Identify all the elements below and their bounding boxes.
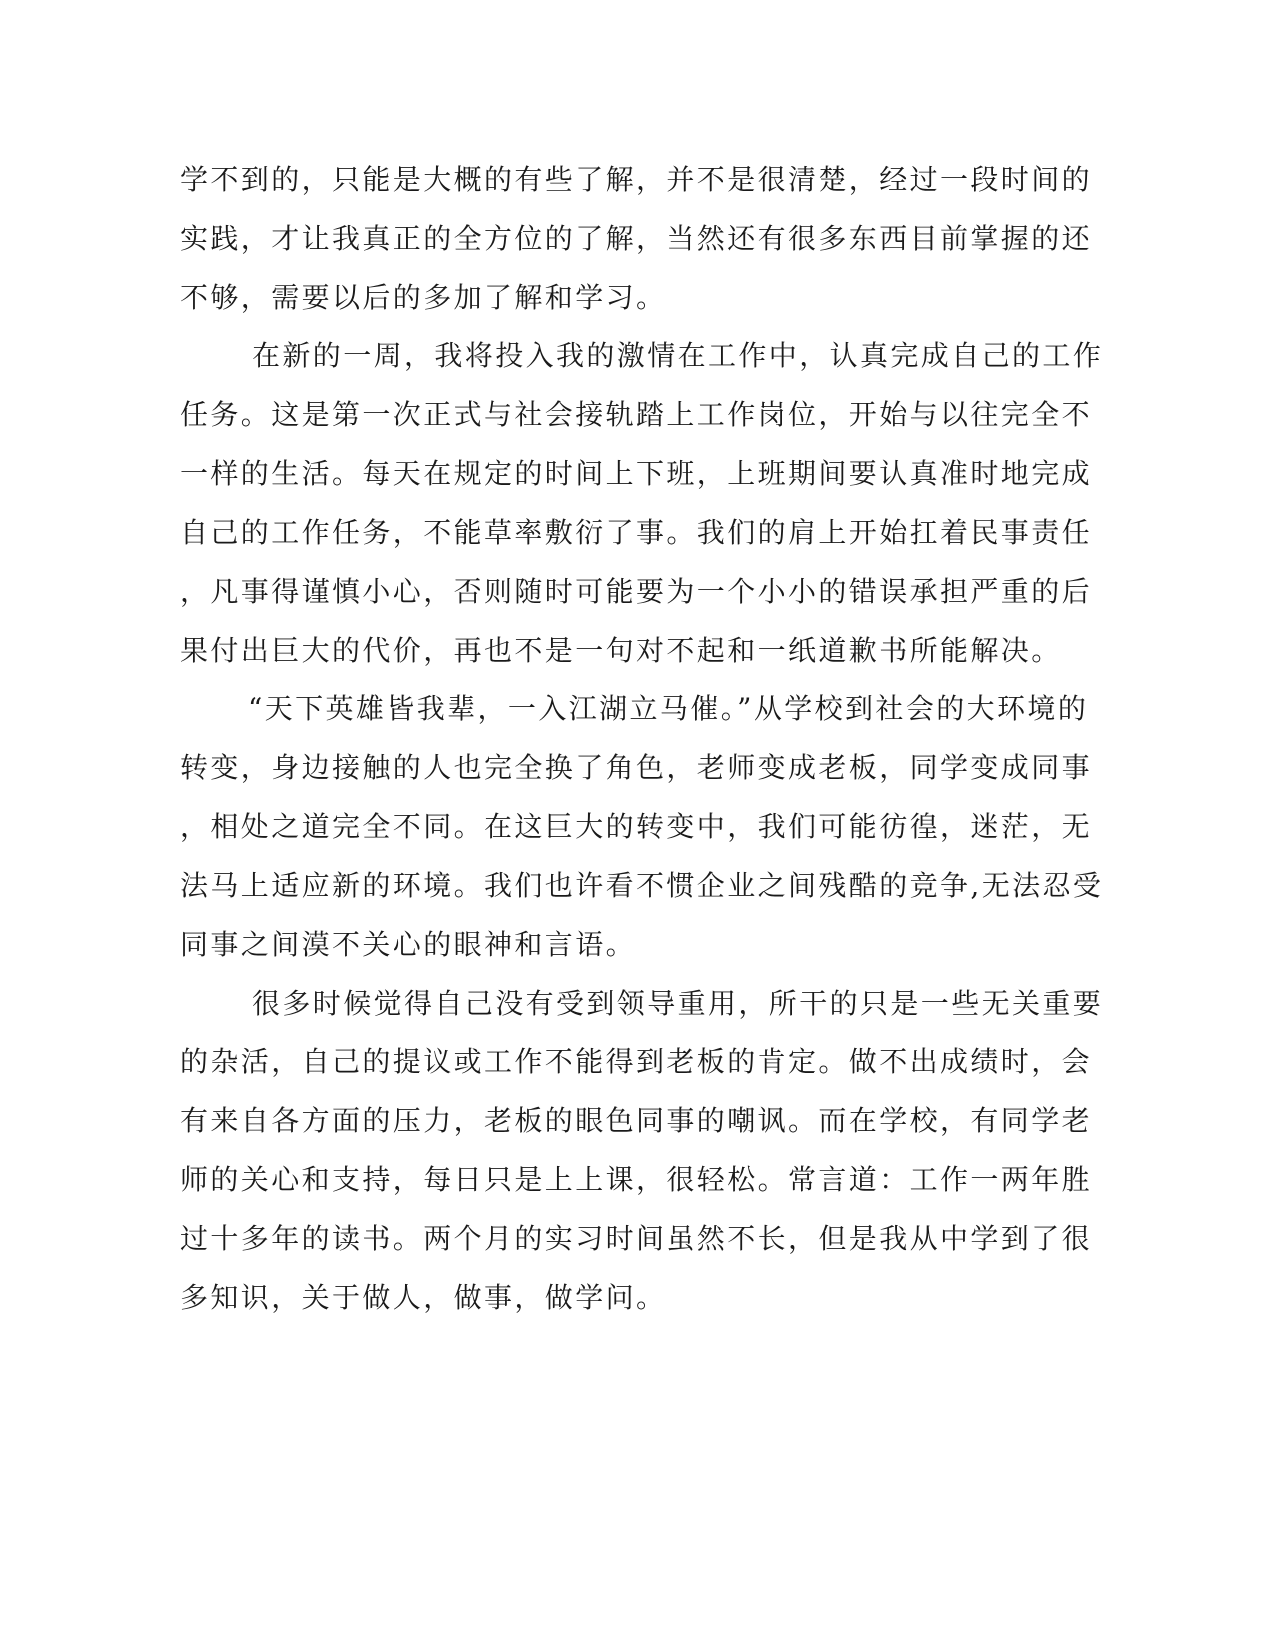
text-line: 的杂活，自己的提议或工作不能得到老板的肯定。做不出成绩时，会	[180, 1045, 1093, 1078]
text-line: 在新的一周，我将投入我的激情在工作中，认真完成自己的工作	[252, 339, 1104, 372]
text-line: ，凡事得谨慎小心，否则随时可能要为一个小小的错误承担严重的后	[180, 575, 1093, 608]
text-line: 一样的生活。每天在规定的时间上下班，上班期间要认真准时地完成	[180, 457, 1093, 490]
text-line: 实践，才让我真正的全方位的了解，当然还有很多东西目前掌握的还	[180, 222, 1093, 255]
text-line: 师的关心和支持，每日只是上上课，很轻松。常言道：工作一两年胜	[180, 1163, 1093, 1196]
text-line: 不够，需要以后的多加了解和学习。	[180, 281, 667, 314]
text-line: 法马上适应新的环境。我们也许看不惯企业之间残酷的竞争,无法忍受	[180, 869, 1104, 902]
text-line: “天下英雄皆我辈，一入江湖立马催。”从学校到社会的大环境的	[248, 692, 1089, 725]
text-line: 多知识，关于做人，做事，做学问。	[180, 1281, 667, 1314]
text-line: 有来自各方面的压力，老板的眼色同事的嘲讽。而在学校，有同学老	[180, 1104, 1093, 1137]
text-line: 过十多年的读书。两个月的实习时间虽然不长，但是我从中学到了很	[180, 1222, 1093, 1255]
text-line: 很多时候觉得自己没有受到领导重用，所干的只是一些无关重要	[252, 987, 1104, 1020]
text-line: 果付出巨大的代价，再也不是一句对不起和一纸道歉书所能解决。	[180, 634, 1062, 667]
text-line: ，相处之道完全不同。在这巨大的转变中，我们可能彷徨，迷茫，无	[180, 810, 1093, 843]
text-line: 同事之间漠不关心的眼神和言语。	[180, 928, 637, 961]
text-line: 任务。这是第一次正式与社会接轨踏上工作岗位，开始与以往完全不	[180, 398, 1093, 431]
text-line: 学不到的，只能是大概的有些了解，并不是很清楚，经过一段时间的	[180, 163, 1093, 196]
text-line: 自己的工作任务，不能草率敷衍了事。我们的肩上开始扛着民事责任	[180, 516, 1093, 549]
text-line: 转变，身边接触的人也完全换了角色，老师变成老板，同学变成同事	[180, 751, 1093, 784]
